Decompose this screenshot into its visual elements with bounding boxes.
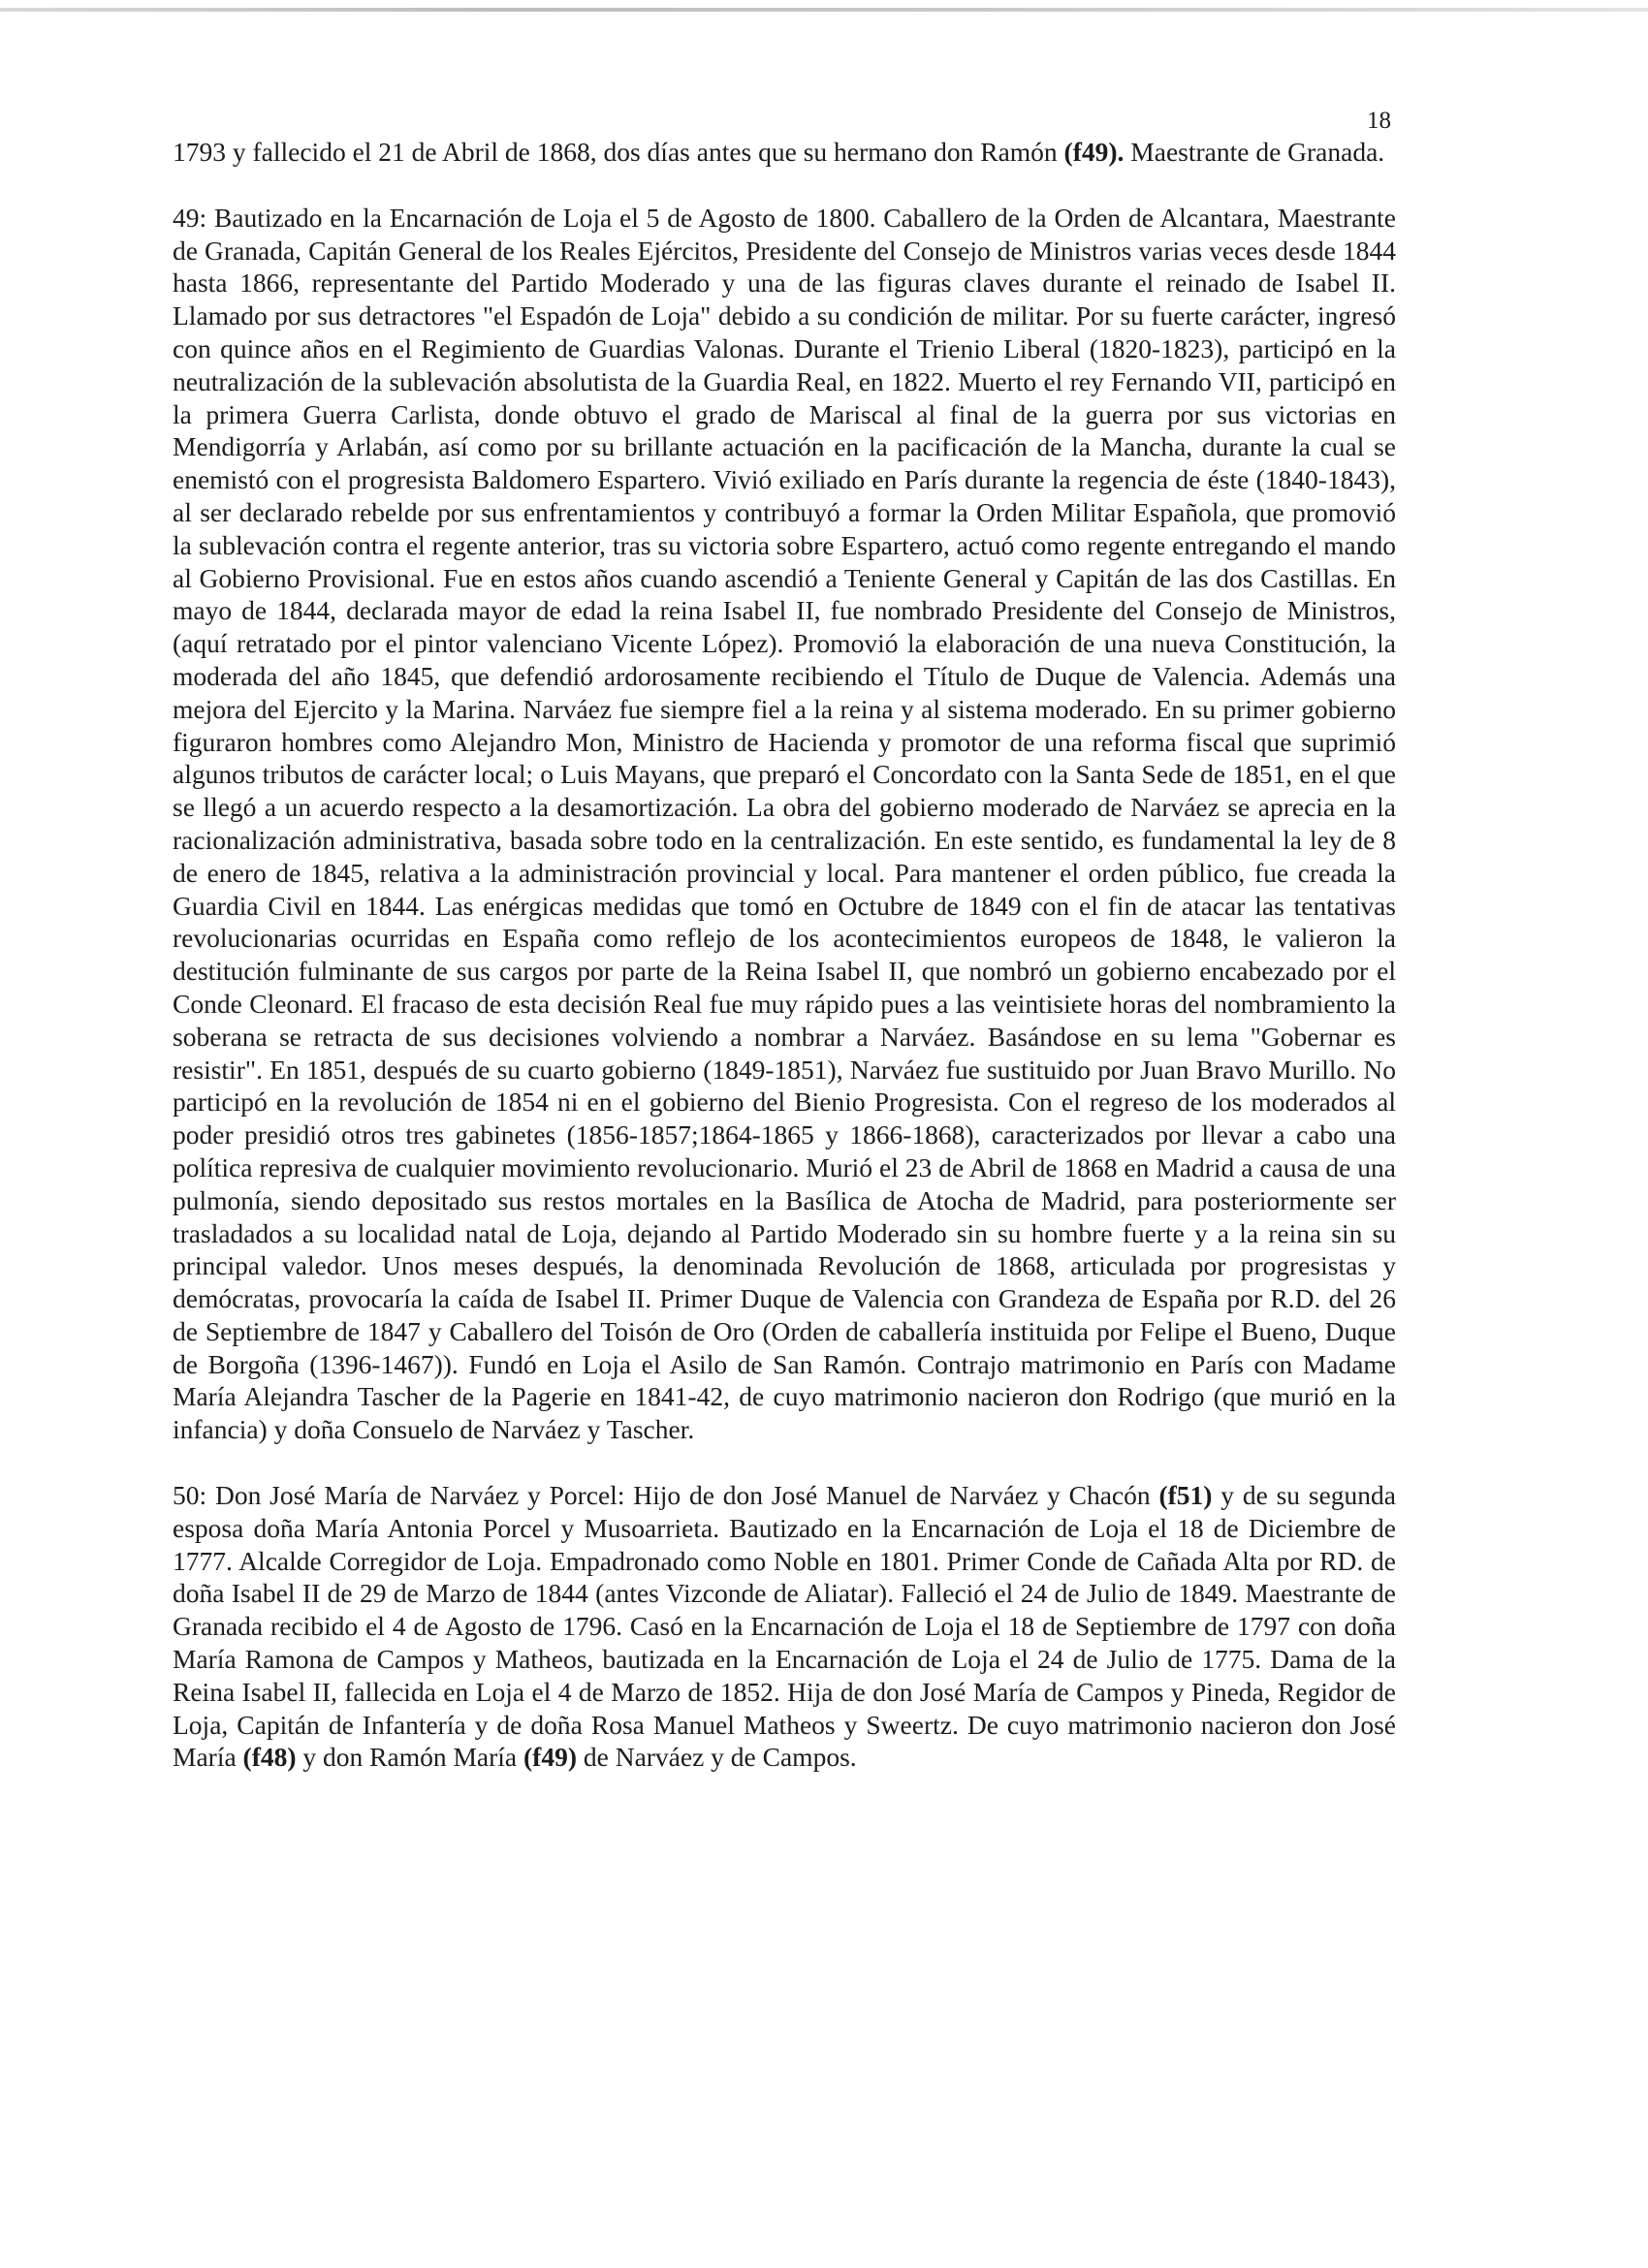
document-body bbox=[173, 136, 1396, 1774]
paragraph-continuation bbox=[173, 136, 1396, 169]
cross-reference: (f49) bbox=[523, 1742, 577, 1773]
paragraph-entry-49 bbox=[173, 202, 1396, 1446]
cross-reference: (f49). bbox=[1063, 137, 1125, 167]
scan-edge-line bbox=[0, 8, 1648, 12]
paragraph-text: 1793 y fallecido el 21 de Abril de 1868, dos días antes que su hermano don Ramón bbox=[173, 137, 1064, 167]
cross-reference: (f48) bbox=[242, 1742, 297, 1773]
paragraph-text: Maestrante de Granada. bbox=[1124, 137, 1385, 167]
paragraph-text: 49: Bautizado en la Encarnación de Loja el 5 de Agosto de 1800. Caballero de la Orden de Alcantara, Maestrante de Granada, Capitán General de los Reales Ejércitos, Presidente del Consejo de Ministros varias veces desde 1844 hasta 1866, representante del Partido Moderado y una de las figuras claves durante el reinado de Isabel II. Llamado por sus detractores "el Espadón de Loja" debido a su condición de militar. Por su fuerte carácter, ingresó con quince años en el Regimiento de Guardias Valonas. Durante el Trienio Liberal (1820-1823), participó en la neutralización de la sublevación absolutista de la Guardia Real, en 1822. Muerto el rey Fernando VII, participó en la primera Guerra Carlista, donde obtuvo el grado de Mariscal al final de la guerra por sus victorias en Mendigorría y Arlabán, así como por su brillante actuación en la pacificación de la Mancha, durante la cual se enemistó con el progresista Baldomero Espartero. Vivió exiliado en París durante la regencia de éste (1840-1843), al ser declarado rebelde por sus enfrentamientos y contribuyó a formar la Orden Militar Española, que promovió la sublevación contra el regente anterior, tras su victoria sobre Espartero, actuó como regente entregando el mando al Gobierno Provisional. Fue en estos años cuando ascendió a Teniente General y Capitán de las dos Castillas. En mayo de 1844, declarada mayor de edad la reina Isabel II, fue nombrado Presidente del Consejo de Ministros, (aquí retratado por el pintor valenciano Vicente López). Promovió la elaboración de una nueva Constitución, la moderada del año 1845, que defendió ardorosamente recibiendo el Título de Duque de Valencia. Además una mejora del Ejercito y la Marina. Narváez fue siempre fiel a la reina y al sistema moderado. En su primer gobierno figuraron hombres como Alejandro Mon, Ministro de Hacienda y promotor de una reforma fiscal que suprimió algunos tributos de carácter local; o Luis Mayans, que preparó el Concordato con la Santa Sede de 1851, en el que se llegó a un acuerdo respecto a la desamortización. La obra del gobierno moderado de Narváez se aprecia en la racionalización administrativa, basada sobre todo en la centralización. En este sentido, es fundamental la ley de 8 de enero de 1845, relativa a la administración provincial y local. Para mantener el orden público, fue creada la Guardia Civil en 1844. Las enérgicas medidas que tomó en Octubre de 1849 con el fin de atacar las tentativas revolucionarias ocurridas en España como reflejo de los acontecimientos europeos de 1848, le valieron la destitución fulminante de sus cargos por parte de la Reina Isabel II, que nombró un gobierno encabezado por el Conde Cleonard. El fracaso de esta decisión Real fue muy rápido pues a las veintisiete horas del nombramiento la soberana se retracta de sus decisiones volviendo a nombrar a Narváez. Basándose en su lema "Gobernar es resistir". En 1851, después de su cuarto gobierno (1849-1851), Narváez fue sustituido por Juan Bravo Murillo. No participó en la revolución de 1854 ni en el gobierno del Bienio Progresista. Con el regreso de los moderados al poder presidió otros tres gabinetes (1856-1857;1864-1865 y 1866-1868), caracterizados por llevar a cabo una política represiva de cualquier movimiento revolucionario. Murió el 23 de Abril de 1868 en Madrid a causa de una pulmonía, siendo depositado sus restos mortales en la Basílica de Atocha de Madrid, para posteriormente ser trasladados a su localidad natal de Loja, dejando al Partido Moderado sin su hombre fuerte y a la reina sin su principal valedor. Unos meses después, la denominada Revolución de 1868, articulada por progresistas y demócratas, provocaría la caída de Isabel II. Primer Duque de Valencia con Grandeza de España por R.D. del 26 de Septiembre de 1847 y Caballero del Toisón de Oro (Orden de caballería instituida por Felipe el Bueno, Duque de Borgoña (1396-1467)). Fundó en Loja el Asilo de San Ramón. Contrajo matrimonio en París con Madame María Alejandra Tascher de la Pagerie en 1841-42, de cuyo matrimonio nacieron don Rodrigo (que murió en la infancia) y doña Consuelo de Narváez y Tascher. bbox=[173, 202, 1396, 1445]
paragraph-text: 50: Don José María de Narváez y Porcel: Hijo de don José Manuel de Narváez y Chacón bbox=[173, 1480, 1159, 1511]
paragraph-text: y de su segunda esposa doña María Antonia Porcel y Musoarrieta. Bautizado en la Encarnación de Loja el 18 de Diciembre de 1777. Alcalde Corregidor de Loja. Empadronado como Noble en 1801. Primer Conde de Cañada Alta por RD. de doña Isabel II de 29 de Marzo de 1844 (antes Vizconde de Aliatar). Falleció el 24 de Julio de 1849. Maestrante de Granada recibido el 4 de Agosto de 1796. Casó en la Encarnación de Loja el 18 de Septiembre de 1797 con doña María Ramona de Campos y Matheos, bautizada en la Encarnación de Loja el 24 de Julio de 1775. Dama de la Reina Isabel II, fallecida en Loja el 4 de Marzo de 1852. Hija de don José María de Campos y Pineda, Regidor de Loja, Capitán de Infantería y de doña Rosa Manuel Matheos y Sweertz. De cuyo matrimonio nacieron don José María bbox=[173, 1480, 1396, 1773]
cross-reference: (f51) bbox=[1158, 1480, 1213, 1511]
page-number: 18 bbox=[1367, 108, 1391, 134]
paragraph-entry-50 bbox=[173, 1479, 1396, 1774]
paragraph-text: de Narváez y de Campos. bbox=[577, 1742, 857, 1773]
paragraph-text: y don Ramón María bbox=[296, 1742, 524, 1773]
